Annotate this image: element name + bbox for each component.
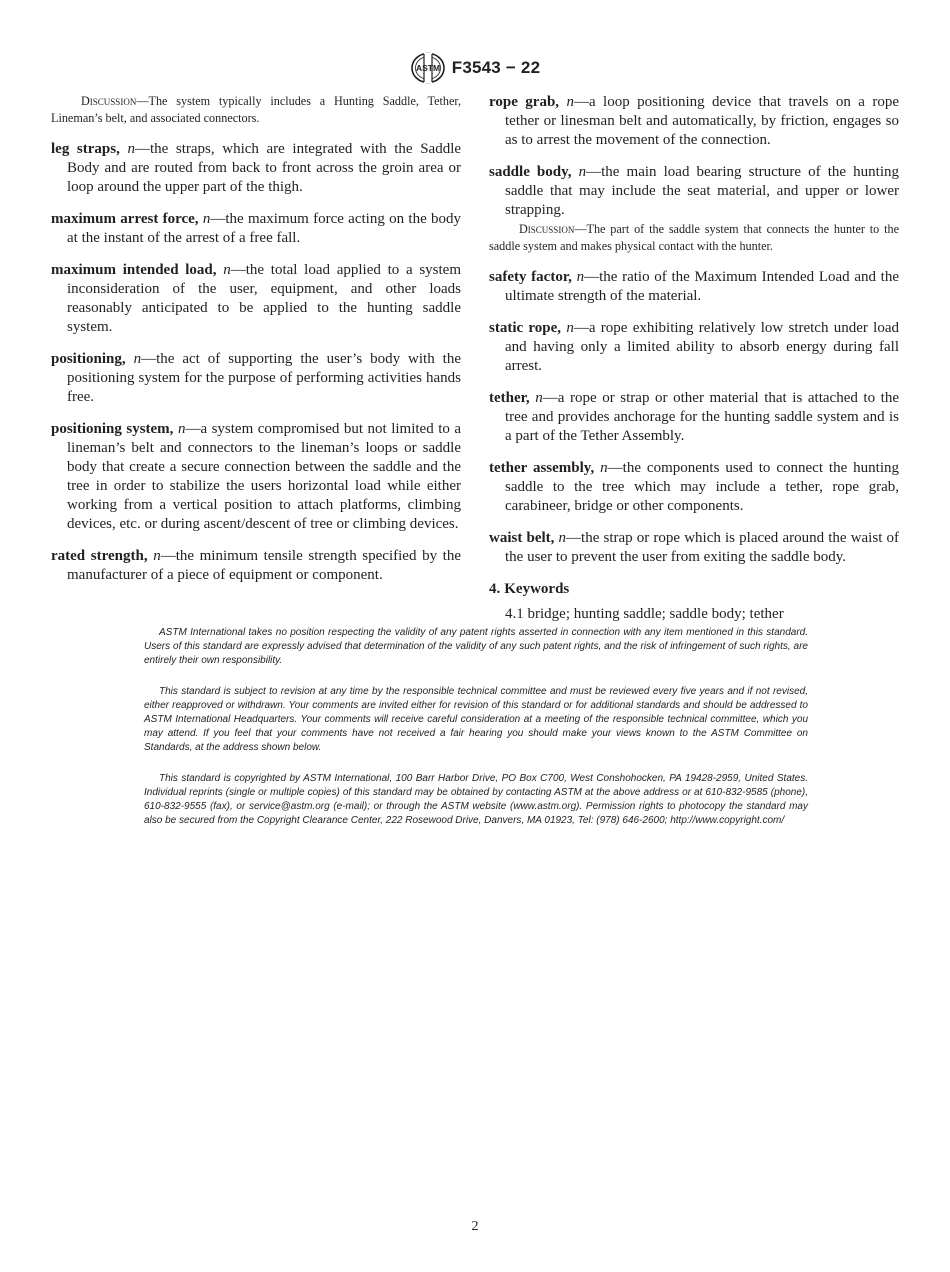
part-of-speech: n (566, 320, 574, 336)
logo-text: ASTM (415, 63, 440, 73)
term-name: waist belt, (489, 530, 555, 546)
term-definition: —a system compromised but not limited to a lineman’s belt and connectors to the lineman’s loops or saddle body that create a secure connection between the saddle and the tree in order to stabilize the users horizontal load while either working from a vertical position to attach platforms, climbing devices, etc. or during ascent/descent of tree or climbing devices. (67, 421, 462, 532)
definition-positioning-system (51, 420, 461, 534)
definition-safety-factor (489, 268, 899, 306)
copyright-notice-footer (144, 626, 808, 845)
discussion-label: Discussion (81, 94, 137, 108)
revision-notice: This standard is subject to revision at any time by the responsible technical committee and must be reviewed every five years and if not revised, either reapproved or withdrawn. Your comments are invited either for revision of this standard or for additional standards and should be addressed to ASTM International Headquarters. Your comments will receive careful consideration at a meeting of the responsible technical committee, which you may attend. If you feel that your comments have not received a fair hearing you should make your views known to the ASTM Committee on Standards, at the address shown below. (144, 686, 808, 753)
definition-positioning (51, 350, 461, 407)
right-column (489, 93, 899, 624)
page-header (0, 51, 950, 85)
term-name: safety factor, (489, 269, 572, 285)
term-definition: —the minimum tensile strength specified by the manufacturer of a piece of equipment or component. (67, 548, 462, 583)
term-definition: —the strap or rope which is placed around the waist of the user to prevent the user from exiting the saddle body. (505, 530, 899, 565)
definition-waist-belt (489, 529, 899, 567)
term-definition: —the ratio of the Maximum Intended Load and the ultimate strength of the material. (505, 269, 899, 304)
term-name: maximum arrest force, (51, 211, 199, 227)
part-of-speech: n (153, 548, 161, 564)
term-definition: —a loop positioning device that travels on a rope tether or linesman belt and automatically, by friction, engages so as to arrest the movement of the connection. (505, 94, 900, 148)
term-name: tether, (489, 390, 530, 406)
page-number: 2 (471, 1219, 479, 1234)
definition-tether-assembly (489, 459, 899, 516)
term-definition: —the total load applied to a system inconsideration of the user, equipment, and other loads reasonably anticipated to be applied to the hunting saddle system. (67, 262, 461, 335)
term-definition: —a rope or strap or other material that is attached to the tree and provides anchorage for the hunting saddle system and is a part of the Tether Assembly. (505, 390, 899, 444)
part-of-speech: n (127, 141, 135, 157)
term-definition: —the act of supporting the user’s body with the positioning system for the purpose of performing activities hands free. (67, 351, 462, 405)
part-of-speech: n (576, 269, 585, 285)
definition-tether (489, 389, 899, 446)
part-of-speech: n (558, 530, 567, 546)
term-name: leg straps, (51, 141, 120, 157)
definition-static-rope (489, 319, 899, 376)
document-id: F3543 − 22 (451, 58, 541, 77)
left-column (51, 93, 461, 598)
part-of-speech: n (202, 211, 211, 227)
definition-leg-straps (51, 140, 461, 197)
discussion-text: —The part of the saddle system that connects the hunter to the saddle system and makes physical contact with the hunter. (489, 222, 899, 253)
term-name: positioning, (51, 351, 126, 367)
term-definition: —the straps, which are integrated with the Saddle Body and are routed from back to front across the groin area or loop around the upper part of the thigh. (67, 141, 462, 195)
keywords-text: bridge; hunting saddle; saddle body; tether (527, 606, 784, 622)
term-definition: —a rope exhibiting relatively low stretch under load and having only a limited ability to absorb energy during fall arrest. (505, 320, 899, 374)
term-name: saddle body, (489, 164, 572, 180)
term-definition: —the components used to connect the hunting saddle to the tree which may include a tether, rope grab, carabineer, bridge or other components. (505, 460, 900, 514)
discussion-text: —The system typically includes a Hunting Saddle, Tether, Lineman’s belt, and associated connectors. (51, 94, 461, 125)
part-of-speech: n (223, 262, 231, 278)
discussion-label: Discussion (519, 222, 575, 236)
section-number: 4. (489, 581, 501, 597)
term-name: rope grab, (489, 94, 560, 110)
definition-rated-strength (51, 547, 461, 585)
keywords-list (489, 605, 899, 624)
term-name: static rope, (489, 320, 562, 336)
discussion-note (51, 93, 461, 127)
patent-notice: ASTM International takes no position respecting the validity of any patent rights asserted in connection with any item mentioned in this standard. Users of this standard are expressly advised that determination of the validity of any such patent rights, and the risk of infringement of such rights, are entirely their own responsibility. (144, 627, 808, 666)
section-heading-keywords (489, 580, 899, 599)
term-name: maximum intended load, (51, 262, 217, 278)
keywords-item-number: 4.1 (505, 606, 524, 622)
part-of-speech: n (177, 421, 186, 437)
part-of-speech: n (133, 351, 142, 367)
copyright-notice: This standard is copyrighted by ASTM International, 100 Barr Harbor Drive, PO Box C700, West Conshohocken, PA 19428-2959, United States. Individual reprints (single or multiple copies) of this standard may be obtained by contacting ASTM at the above address or at 610-832-9585 (phone), 610-832-9555 (fax), or service@astm.org (e-mail); or through the ASTM website (www.astm.org). Permission rights to photocopy the standard may also be secured from the Copyright Clearance Center, 222 Rosewood Drive, Danvers, MA 01923, Tel: (978) 646-2600; http://www.copyright.com/ (144, 773, 808, 826)
term-definition: —the maximum force acting on the body at the instant of the arrest of a free fall. (67, 211, 462, 246)
term-name: tether assembly, (489, 460, 595, 476)
definition-saddle-body (489, 163, 899, 220)
term-name: positioning system, (51, 421, 174, 437)
definition-rope-grab (489, 93, 899, 150)
part-of-speech: n (600, 460, 608, 476)
part-of-speech: n (535, 390, 543, 406)
astm-logo-icon (410, 51, 446, 85)
term-name: rated strength, (51, 548, 148, 564)
term-definition: —the main load bearing structure of the hunting saddle that may include the seat material, and upper or lower strapping. (505, 164, 899, 218)
discussion-note (489, 221, 899, 255)
part-of-speech: n (578, 164, 587, 180)
definition-maximum-arrest-force (51, 210, 461, 248)
part-of-speech: n (566, 94, 574, 110)
section-title: Keywords (504, 581, 570, 597)
definition-maximum-intended-load (51, 261, 461, 337)
